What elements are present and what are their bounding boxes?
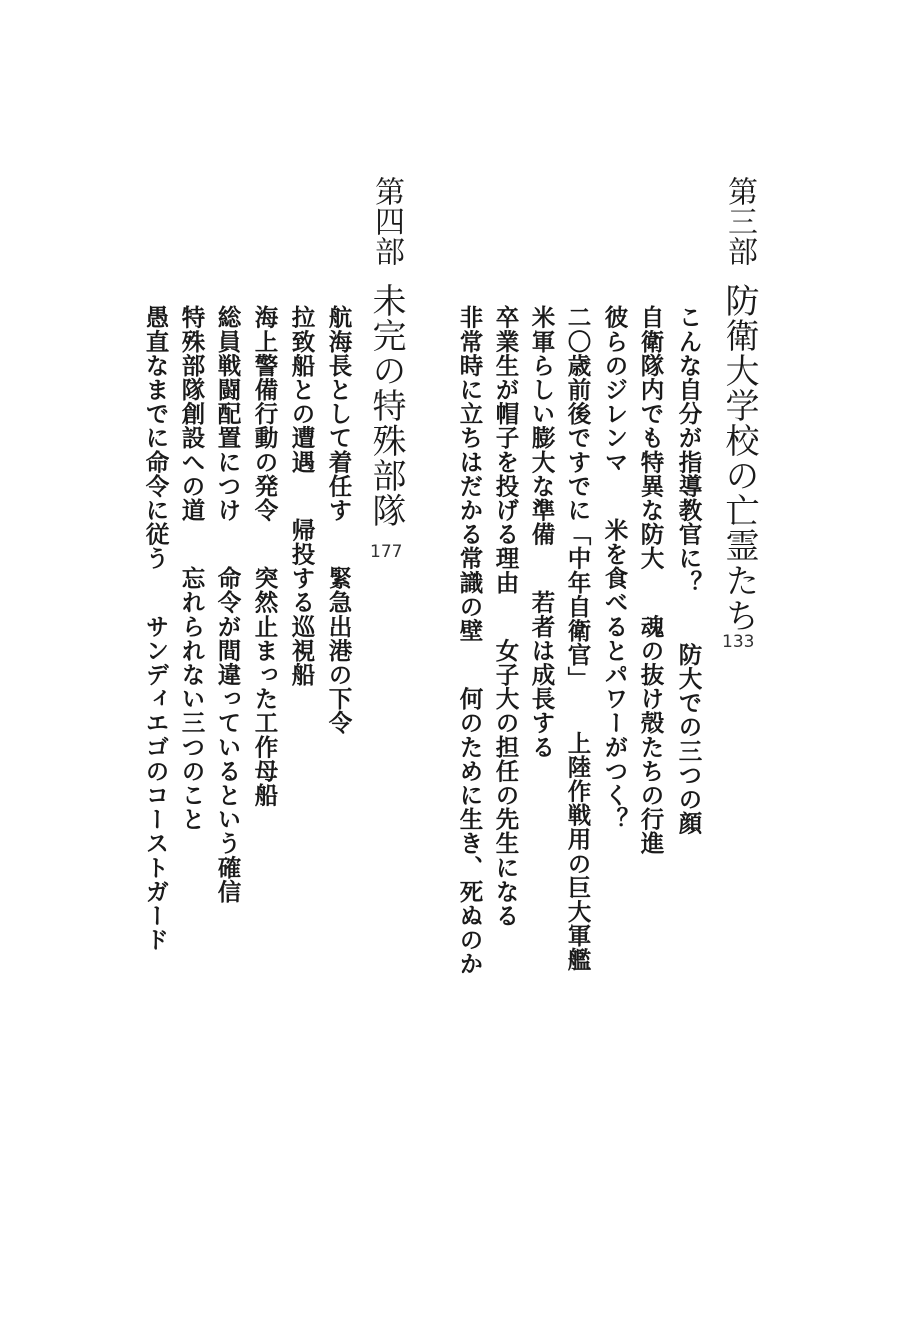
toc-entry-sub: 魂の抜け殻たちの行進 (636, 614, 665, 856)
toc-entry-sub: 突然止まった工作母船 (250, 565, 279, 807)
toc-entry-main: 米軍らしい膨大な準備 (527, 305, 556, 546)
toc-entry-main: 二〇歳前後ですでに「中年自衛官」 (563, 305, 592, 691)
toc-entry-sub: 忘れられない三つのこと (177, 565, 206, 832)
toc-entry-main: 卒業生が帽子を投げる理由 (491, 305, 520, 595)
toc-entry (250, 305, 279, 807)
toc-entry (527, 305, 556, 759)
toc-entry-main: 総員戦闘配置につけ (213, 305, 242, 522)
toc-entry-sub: 米を食べるとパワーがつく？ (600, 517, 629, 832)
toc-entry (563, 305, 592, 972)
toc-entry (636, 305, 665, 856)
toc-entry (324, 305, 353, 735)
toc-entry-sub: 防大での三つの顔 (674, 642, 703, 836)
toc-entry-main: 愚直なまでに命令に従う (141, 305, 170, 571)
part4-title: 未完の特殊部隊 (366, 283, 406, 528)
toc-entry (600, 305, 629, 832)
toc-entry-sub: 若者は成長する (527, 590, 556, 759)
toc-entry-sub: 命令が間違っているという確信 (213, 565, 242, 904)
toc-entry-sub: 緊急出港の下令 (324, 565, 353, 735)
toc-entry-main: 彼らのジレンマ (600, 305, 629, 474)
part3-label: 第三部 (722, 176, 757, 266)
toc-entry-main: 特殊部隊創設への道 (177, 305, 206, 522)
toc-entry (141, 305, 170, 952)
toc-entry (455, 305, 484, 976)
toc-entry-sub: サンディエゴのコーストガード (141, 614, 170, 952)
toc-entry (177, 305, 206, 832)
part4-label: 第四部 (369, 176, 404, 266)
toc-entry-sub: 女子大の担任の先生になる (491, 638, 520, 928)
toc-entry-main: こんな自分が指導教官に？ (674, 305, 703, 595)
toc-entry-main: 拉致船との遭遇 (287, 305, 316, 474)
part3-title: 防衛大学校の亡霊たち (719, 283, 759, 633)
toc-entry-main: 自衛隊内でも特異な防大 (636, 305, 665, 571)
toc-entry (674, 305, 703, 836)
part3-page-number: 133 (722, 632, 755, 652)
toc-entry-main: 非常時に立ちはだかる常識の壁 (455, 305, 484, 643)
toc-entry-sub: 帰投する巡視船 (287, 517, 316, 687)
toc-entry-main: 海上警備行動の発令 (250, 305, 279, 522)
toc-entry-sub: 上陸作戦用の巨大軍艦 (563, 730, 592, 972)
toc-entry (287, 305, 316, 687)
toc-entry (213, 305, 242, 904)
part4-page-number: 177 (370, 542, 403, 562)
toc-entry-main: 航海長として着任す (324, 305, 353, 522)
toc-entry-sub: 何のために生き、死ぬのか (455, 686, 484, 976)
toc-entry (491, 305, 520, 928)
